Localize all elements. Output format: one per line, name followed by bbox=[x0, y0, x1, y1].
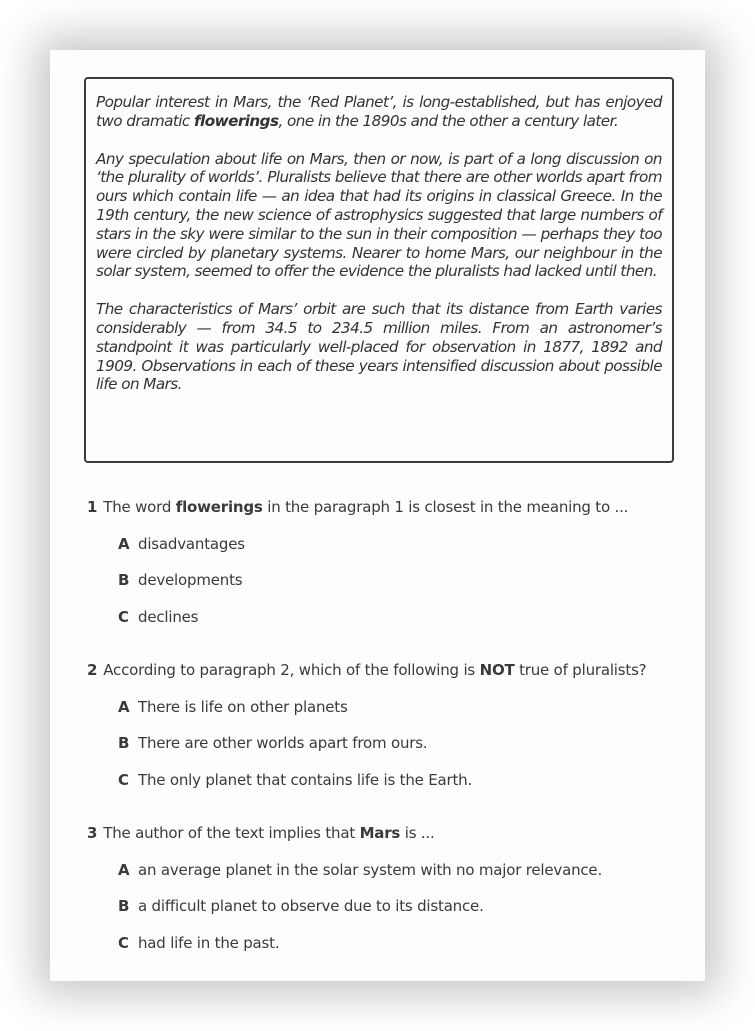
option-text: There are other worlds apart from ours. bbox=[138, 734, 428, 753]
worksheet-page bbox=[50, 50, 705, 981]
option-text: disadvantages bbox=[138, 534, 245, 553]
option-text: a difficult planet to observe due to its distance. bbox=[138, 897, 484, 916]
option-b[interactable] bbox=[118, 896, 687, 916]
option-b[interactable] bbox=[118, 733, 687, 753]
passage-paragraph-2: Any speculation about life on Mars, then or now, is part of a long discussion on ‘the plurality of worlds’. Pluralists believe that there are other worlds apart from ours which contain life — an idea that had its origins in classical Greece. In the 19th century, the new science of astrophysics suggested that large numbers of stars in the sky were similar to the sun in their composition — perhaps they too were circled by planetary systems. Nearer to home Mars, our neighbour in the solar system, seemed to offer the evidence the pluralists had lacked until then. bbox=[96, 149, 662, 281]
question-2 bbox=[87, 660, 687, 790]
option-a[interactable] bbox=[118, 534, 687, 554]
option-letter: B bbox=[118, 734, 130, 753]
option-letter: C bbox=[118, 607, 129, 626]
option-letter: A bbox=[118, 534, 130, 553]
option-text: There is life on other planets bbox=[138, 697, 348, 716]
option-text: had life in the past. bbox=[138, 933, 280, 952]
option-text: an average planet in the solar system with no major relevance. bbox=[138, 860, 603, 879]
question-3 bbox=[87, 823, 687, 953]
question-stem: 1 The word flowerings in the paragraph 1 is closest in the meaning to ... bbox=[87, 498, 629, 516]
question-number: 1 bbox=[87, 498, 98, 516]
option-text: declines bbox=[138, 607, 199, 626]
question-number: 3 bbox=[87, 824, 98, 842]
option-letter: C bbox=[118, 933, 129, 952]
option-c[interactable] bbox=[118, 607, 687, 627]
option-text: developments bbox=[138, 571, 243, 590]
option-b[interactable] bbox=[118, 570, 687, 590]
option-c[interactable] bbox=[118, 770, 687, 790]
highlighted-word: flowerings bbox=[194, 111, 279, 130]
option-letter: B bbox=[118, 571, 130, 590]
question-1 bbox=[87, 497, 687, 627]
option-c[interactable] bbox=[118, 933, 687, 953]
passage-paragraph-3: The characteristics of Mars’ orbit are such that its distance from Earth varies considerably — from 34.5 to 234.5 million miles. From an astronomer’s standpoint it was particularly well-placed for observation in 1877, 1892 and 1909. Observations in each of these years intensified discussion about possible life on Mars. bbox=[96, 300, 662, 394]
option-a[interactable] bbox=[118, 860, 687, 880]
passage-paragraph-1: Popular interest in Mars, the ‘Red Planet’, is long-established, but has enjoyed two dramatic flowerings, one in the 1890s and the other a century later. bbox=[96, 93, 662, 130]
question-stem: 2 According to paragraph 2, which of the following is NOT true of pluralists? bbox=[87, 661, 647, 679]
option-text: The only planet that contains life is the Earth. bbox=[138, 770, 473, 789]
option-a[interactable] bbox=[118, 697, 687, 717]
option-letter: B bbox=[118, 897, 130, 916]
reading-passage-box bbox=[84, 77, 674, 463]
option-letter: C bbox=[118, 770, 129, 789]
option-letter: A bbox=[118, 697, 130, 716]
question-stem: 3 The author of the text implies that Mars is ... bbox=[87, 824, 435, 842]
option-letter: A bbox=[118, 860, 130, 879]
question-number: 2 bbox=[87, 661, 98, 679]
